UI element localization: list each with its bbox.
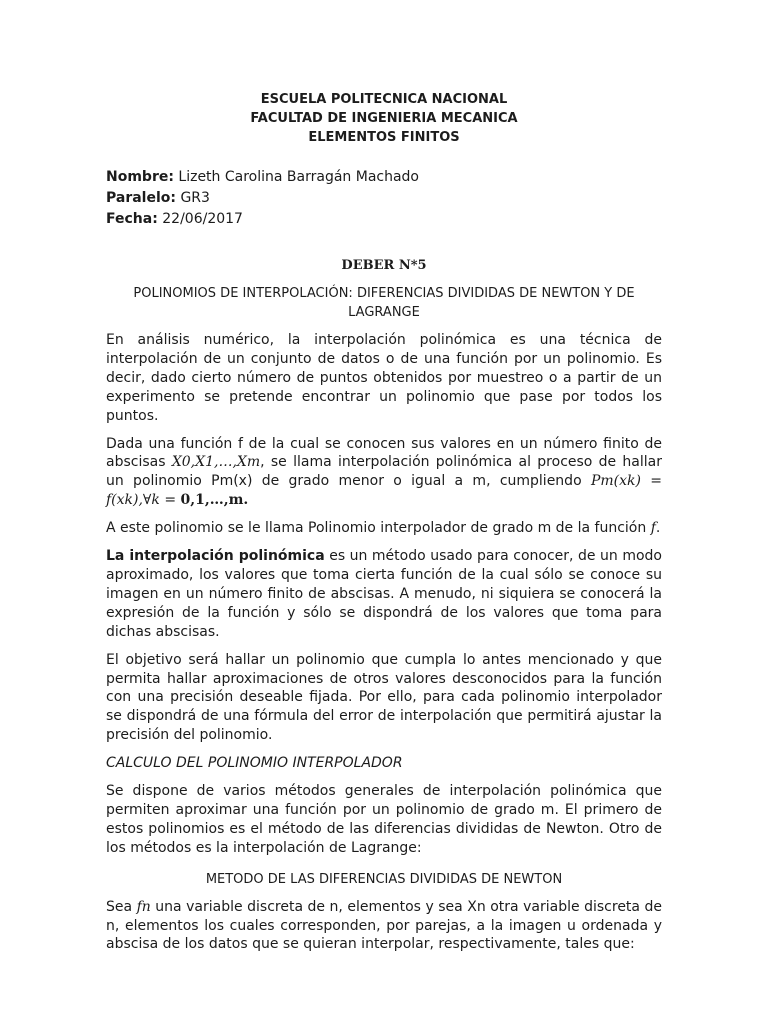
paralelo-label: Paralelo: — [106, 190, 176, 206]
nombre-value: Lizeth Carolina Barragán Machado — [173, 169, 419, 185]
fecha-line — [106, 209, 662, 230]
document-page — [106, 90, 662, 954]
p3-text-b: . — [655, 520, 661, 537]
course-name: ELEMENTOS FINITOS — [308, 130, 460, 145]
interpolacion-bold-term: La interpolación polinómica — [106, 548, 325, 565]
fecha-label: Fecha: — [106, 211, 158, 227]
institution-name: ESCUELA POLITECNICA NACIONAL — [260, 92, 508, 107]
paragraph-intro: En análisis numérico, la interpolación polinómica es una técnica de interpolación de un conjunto de datos o de una función por un polinomio. Es decir, dado cierto número de puntos obtenidos por muestreo o a partir de un experimento se pretende encontrar un polinomio que pase por todos los puntos. — [106, 332, 662, 424]
paragraph-newton — [106, 898, 662, 955]
faculty-name: FACULTAD DE INGENIERIA MECANICA — [250, 111, 518, 126]
paragraph-metodos: Se dispone de varios métodos generales de interpolación polinómica que permiten aproximar una función por un polinomio de grado m. El primero de estos polinomios es el método de las diferencias divididas de Newton. Otro de los métodos es la interpolación de Lagrange: — [106, 783, 662, 856]
paralelo-line — [106, 188, 662, 209]
p2-text-a: Dada una función f de la cual se conocen sus valores en un número finito de abscisas — [106, 435, 662, 471]
nombre-label: Nombre: — [106, 169, 174, 185]
section-heading-newton: METODO DE LAS DIFERENCIAS DIVIDIDAS DE NEWTON — [205, 871, 563, 887]
abscisas-formula: X0,X1,…,Xm — [171, 454, 261, 471]
condition-formula: Pm(xk) = f(xk),∀k = — [106, 473, 662, 509]
section-heading-calculo: CALCULO DEL POLINOMIO INTERPOLADOR — [106, 755, 403, 772]
paragraph-polinomio — [106, 519, 662, 538]
paragraph-definition — [106, 435, 662, 511]
p7-text-b: una variable discreta de n, elementos y sea Xn otra variable discreta de n, elementos los cuales corresponden, por parejas, a la imagen u ordenada y abscisa de los datos que se quieran interpolar, respectivamente, tales que: — [106, 898, 663, 953]
p3-text-a: A este polinomio se le llama Polinomio interpolador de grado m de la función — [106, 520, 651, 537]
p4-text: es un método usado para conocer, de un modo aproximado, los valores que toma cierta función de la cual sólo se conoce su imagen en un número finito de abscisas. A menudo, ni siquiera se conocerá la expresión de la función y sólo se dispondrá de los valores que toma para dichas abscisas. — [106, 548, 662, 640]
paragraph-interpolacion — [106, 547, 662, 642]
student-info — [106, 167, 662, 230]
index-range-formula: 0,1,…,m. — [180, 492, 249, 509]
document-subtitle: POLINOMIOS DE INTERPOLACIÓN: DIFERENCIAS DIVIDIDAS DE NEWTON Y DE LAGRANGE — [133, 286, 635, 320]
nombre-line — [106, 167, 662, 188]
fn-symbol: fn — [136, 898, 151, 915]
p2-text-b: , se llama interpolación polinómica al proceso de hallar un polinomio Pm(x) de grado menor o igual a m, cumpliendo — [106, 454, 663, 490]
fecha-value: 22/06/2017 — [157, 211, 243, 227]
paralelo-value: GR3 — [176, 190, 210, 206]
paragraph-objetivo: El objetivo será hallar un polinomio que cumpla lo antes mencionado y que permita hallar aproximaciones de otros valores desconocidos para la función con una precisión deseable fijada. Por ello, para cada polinomio interpolador se dispondrá de una fórmula del error de interpolación que permitirá ajustar la precisión del polinomio. — [106, 651, 662, 744]
function-symbol: f — [650, 520, 656, 537]
p7-text-a: Sea — [106, 898, 137, 915]
assignment-title: DEBER N*5 — [341, 258, 427, 273]
